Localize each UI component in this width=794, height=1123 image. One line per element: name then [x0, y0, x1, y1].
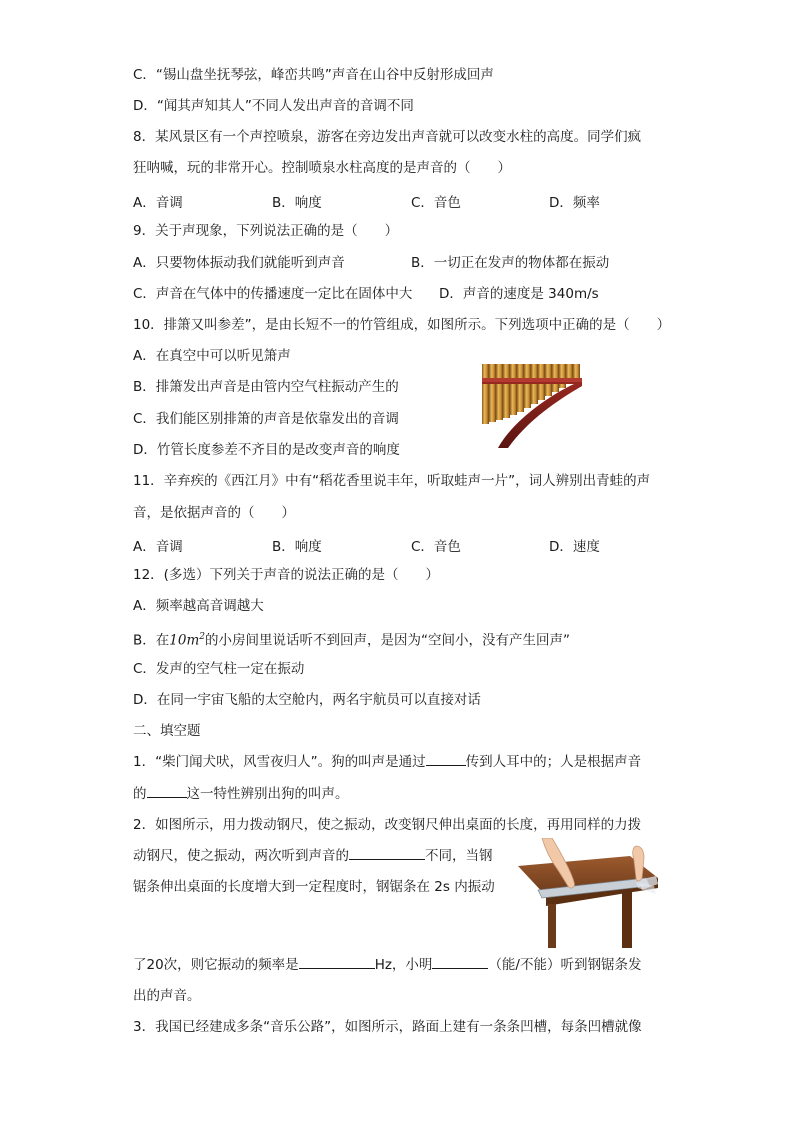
q11-stem-line1: 11．辛弃疾的《西江月》中有“稻花香里说丰年，听取蛙声一片”，词人辨别出青蛙的声: [133, 473, 651, 489]
q9-option-a: A．只要物体振动我们就能听到声音: [133, 255, 345, 271]
q12-option-b: [133, 628, 570, 650]
q12-option-b-number: 10: [169, 632, 187, 649]
answer-blank[interactable]: [349, 847, 425, 860]
q11-option-c: C．音色: [411, 539, 461, 555]
q7-option-c: C．“锡山盘坐抚琴弦，峰峦共鸣”声音在山谷中反射形成回声: [133, 67, 494, 83]
f2-line3: 锯条伸出桌面的长度增大到一定程度时，钢锯条在 2s 内振动: [133, 879, 495, 895]
section-heading: 二、填空题: [133, 723, 201, 739]
q12-option-b-exponent: 2: [199, 632, 205, 642]
f1-line2: [133, 785, 349, 803]
q10-option-b: B．排箫发出声音是由管内空气柱振动产生的: [133, 379, 399, 395]
q8-stem-line2: 狂呐喊，玩的非常开心。控制喷泉水柱高度的是声音的（ ）: [133, 160, 511, 176]
f2-line5: 出的声音。: [133, 988, 201, 1004]
f2-line4-post: （能/不能）听到钢锯条发: [488, 957, 642, 973]
f2-line2-pre: 动钢尺，使之振动，两次听到声音的: [133, 848, 349, 864]
q12-option-b-text: 的小房间里说话听不到回声，是因为“空间小，没有产生回声”: [205, 632, 570, 649]
ruler-table-image: [518, 838, 658, 948]
q8-stem-line1: 8．某风景区有一个声控喷泉，游客在旁边发出声音就可以改变水柱的高度。同学们疯: [133, 129, 642, 145]
answer-blank[interactable]: [432, 956, 488, 969]
f2-line2: [133, 847, 493, 865]
q12-option-b-unit: m: [186, 632, 200, 649]
q9-option-b: B．一切正在发声的物体都在振动: [411, 255, 610, 271]
answer-blank[interactable]: [147, 785, 187, 798]
q8-option-a: A．音调: [133, 195, 183, 211]
q9-option-d: D．声音的速度是 340m/s: [439, 286, 599, 302]
q12-option-b-prefix: B．在: [133, 632, 170, 649]
panpipe-image: [478, 360, 586, 452]
f3-line1: 3．我国已经建成多条“音乐公路”，如图所示，路面上建有一条条凹槽，每条凹槽就像: [133, 1019, 642, 1035]
f1-line2-pre: 的: [133, 786, 147, 802]
q12-option-c: C．发声的空气柱一定在振动: [133, 661, 305, 677]
f2-line4: [133, 956, 642, 974]
q11-stem-line2: 音，是依据声音的（ ）: [133, 505, 295, 521]
f2-line2-post: 不同，当钢: [425, 848, 493, 864]
q7-option-d: D．“闻其声知其人”不同人发出声音的音调不同: [133, 98, 414, 114]
q10-option-c: C．我们能区别排箫的声音是依靠发出的音调: [133, 411, 399, 427]
q8-option-b: B．响度: [272, 195, 322, 211]
q10-option-d: D．竹管长度参差不齐目的是改变声音的响度: [133, 442, 400, 458]
answer-blank[interactable]: [426, 753, 466, 766]
q12-option-a: A．频率越高音调越大: [133, 598, 264, 614]
q11-option-a: A．音调: [133, 539, 183, 555]
answer-blank[interactable]: [299, 956, 375, 969]
q11-option-b: B．响度: [272, 539, 322, 555]
q11-option-d: D．速度: [549, 539, 600, 555]
f1-line2-post: 这一特性辨别出狗的叫声。: [186, 786, 349, 802]
q9-stem: 9．关于声现象，下列说法正确的是（ ）: [133, 223, 399, 239]
f1-line1-post: 传到人耳中的；人是根据声音: [465, 754, 642, 770]
q12-stem: 12．(多选）下列关于声音的说法正确的是（ ）: [133, 567, 439, 583]
q9-option-c: C．声音在气体中的传播速度一定比在固体中大: [133, 286, 413, 302]
f2-line4-pre: 了20次，则它振动的频率是: [133, 957, 299, 973]
q10-option-a: A．在真空中可以听见箫声: [133, 348, 291, 364]
f2-line4-mid: Hz，小明: [374, 957, 433, 973]
f1-line1: [133, 753, 641, 771]
f2-line1: 2．如图所示，用力拨动钢尺，使之振动，改变钢尺伸出桌面的长度，再用同样的力拨: [133, 817, 642, 833]
q8-option-d: D．频率: [549, 195, 600, 211]
f1-line1-pre: 1．“柴门闻犬吠，风雪夜归人”。狗的叫声是通过: [133, 754, 426, 770]
q10-stem: 10．排箫又叫参差”，是由长短不一的竹管组成，如图所示。下列选项中正确的是（ ）: [133, 317, 671, 333]
q8-option-c: C．音色: [411, 195, 461, 211]
q12-option-d: D．在同一宇宙飞船的太空舱内，两名宇航员可以直接对话: [133, 692, 481, 708]
